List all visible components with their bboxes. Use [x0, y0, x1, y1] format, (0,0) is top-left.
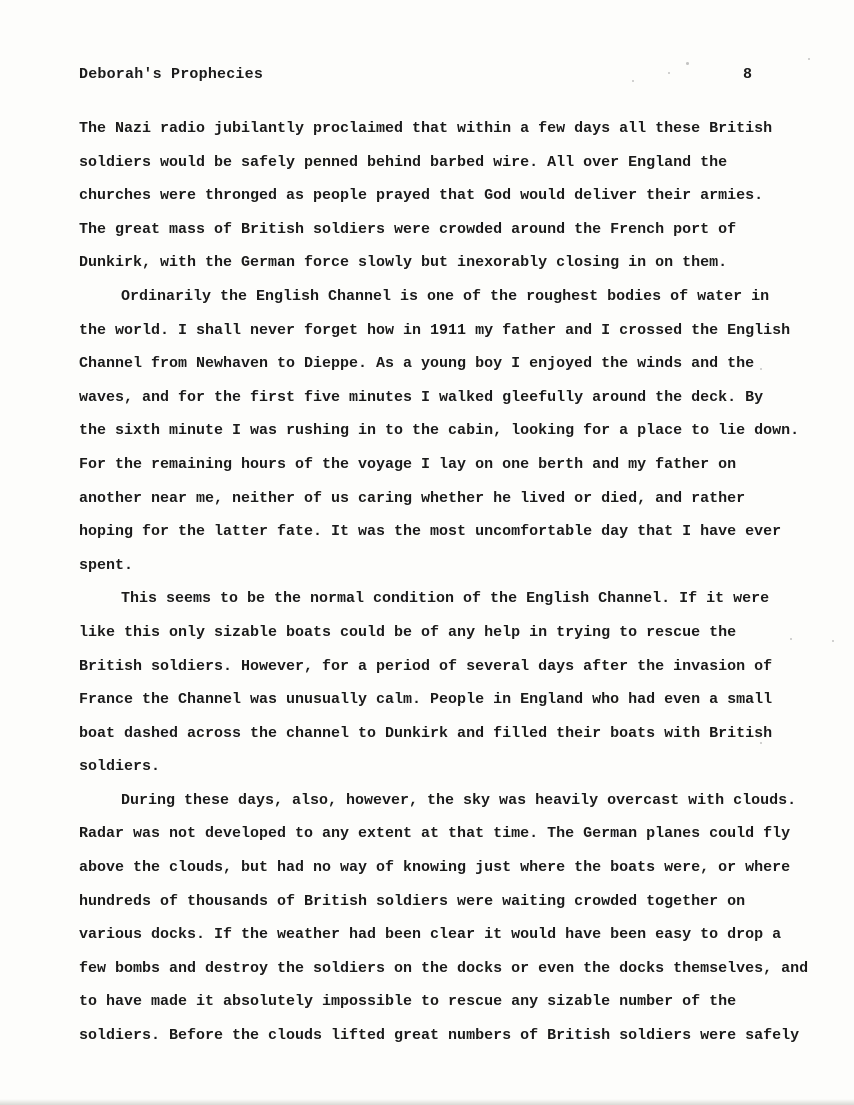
text-line: waves, and for the first five minutes I walked gleefully around the deck. By: [79, 388, 764, 406]
text-line: France the Channel was unusually calm. People in England who had even a small: [79, 691, 773, 709]
paper-speck: [760, 368, 762, 370]
text-line: soldiers. Before the clouds lifted great numbers of British soldiers were safely: [79, 1027, 800, 1045]
text-line: few bombs and destroy the soldiers on the docks or even the docks themselves, and: [79, 959, 809, 977]
text-line: British soldiers. However, for a period of several days after the invasion of: [79, 657, 773, 675]
paper-speck: [832, 640, 834, 642]
page-bottom-edge: [0, 1099, 854, 1105]
text-line: spent.: [79, 556, 134, 574]
paper-speck: [668, 72, 670, 74]
paper-speck: [686, 62, 689, 65]
paragraph-first-line: This seems to be the normal condition of the English Channel. If it were: [121, 590, 770, 608]
text-line: another near me, neither of us caring whether he lived or died, and rather: [79, 489, 746, 507]
text-line: soldiers would be safely penned behind barbed wire. All over England the: [79, 153, 728, 171]
body-text: [79, 118, 809, 1059]
text-line: churches were thronged as people prayed that God would deliver their armies.: [79, 187, 764, 205]
text-line: Channel from Newhaven to Dieppe. As a young boy I enjoyed the winds and the: [79, 355, 755, 373]
text-line: Radar was not developed to any extent at that time. The German planes could fly: [79, 825, 791, 843]
text-line: to have made it absolutely impossible to rescue any sizable number of the: [79, 993, 737, 1011]
paper-speck: [760, 742, 762, 744]
text-line: above the clouds, but had no way of knowing just where the boats were, or where: [79, 859, 791, 877]
page-header-title: Deborah's Prophecies: [79, 66, 264, 83]
text-line: soldiers.: [79, 758, 161, 776]
paper-speck: [808, 58, 810, 60]
text-line: boat dashed across the channel to Dunkirk and filled their boats with British: [79, 724, 773, 742]
page-number: 8: [743, 66, 753, 83]
paragraph-first-line: Ordinarily the English Channel is one of the roughest bodies of water in: [121, 287, 770, 305]
text-line: The Nazi radio jubilantly proclaimed that within a few days all these British: [79, 120, 773, 137]
text-line: the sixth minute I was rushing in to the cabin, looking for a place to lie down.: [79, 422, 800, 440]
text-line: The great mass of British soldiers were crowded around the French port of: [79, 220, 737, 238]
paper-speck: [632, 80, 634, 82]
text-line: like this only sizable boats could be of any help in trying to rescue the: [79, 623, 737, 641]
text-line: For the remaining hours of the voyage I lay on one berth and my father on: [79, 455, 737, 473]
text-line: hundreds of thousands of British soldiers were waiting crowded together on: [79, 892, 746, 910]
paper-speck: [790, 638, 792, 640]
text-line: hoping for the latter fate. It was the most uncomfortable day that I have ever: [79, 523, 782, 541]
text-line: various docks. If the weather had been clear it would have been easy to drop a: [79, 926, 782, 944]
paragraph-first-line: During these days, also, however, the sky was heavily overcast with clouds.: [121, 791, 797, 809]
text-line: Dunkirk, with the German force slowly but inexorably closing in on them.: [79, 254, 728, 272]
text-line: the world. I shall never forget how in 1911 my father and I crossed the English: [79, 321, 791, 339]
